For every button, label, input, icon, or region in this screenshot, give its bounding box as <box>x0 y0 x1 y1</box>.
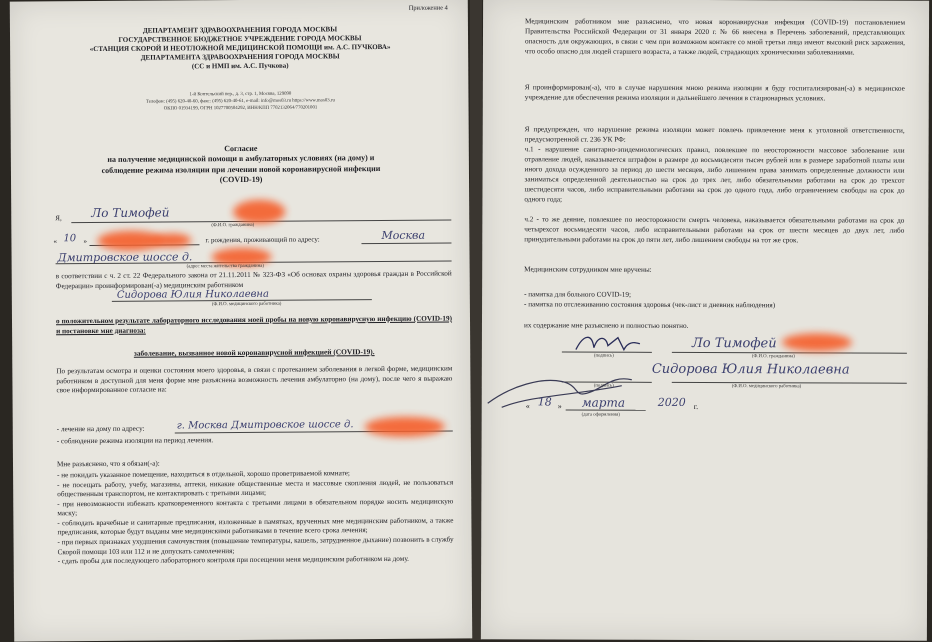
header-line: ДЕПАРТАМЕНТА ЗДРАВООХРАНЕНИЯ ГОРОДА МОСКВЫ <box>140 52 340 62</box>
title-line: Согласие <box>224 143 258 154</box>
article-part-1: ч.1 - нарушение санитарно-эпидемиологических правил, повлекшее по неосторожности массовое заболевание или отравление людей, наказывается штрафом в размере до восьмидесяти тысяч рублей или в размере заработной платы или иного дохода осужденного за период до шести месяцев, либо лишением права занимать определенные должности или заниматься определенной деятельностью на срок до трех лет, либо обязательными работами на срок до трехсот шестидесяти часов, либо исправительными работами на срок до одного года, либо ограничением свободы на срок до одного года; <box>524 145 905 204</box>
handed-text: Медицинским сотрудником мне вручены: <box>524 265 652 274</box>
consent-page-1 <box>10 0 472 642</box>
citizen-fio-caption: (Ф.И.О. гражданина) <box>751 354 795 360</box>
institution-codes: ОКПО 01934199, ОГРН 1027700504292, ИНН/КПП 7702132064/770201001 <box>163 105 318 112</box>
date-quote-open: « <box>53 237 57 246</box>
date-quote-close: » <box>557 401 562 411</box>
title-line: на получение медицинской помощи в амбулаторных условиях (на дому) и <box>107 153 375 165</box>
intro-text: Медицинским работником мне разъяснено, что новая коронавирусная инфекция (COVID-19) постановлением Правительства Российской Федерации от 31 января 2020 г. № 66 внесена в Перечень заболеваний, представляющих опасность для окружающих, в связи с чем при возможном контакте со мной третьи лица имеют высокий риск заражения, что особо опасно для людей старшего возраста, а также людей, страдающих хроническими заболеваниями. <box>524 17 906 57</box>
law-text: в соответствии с ч. 2 ст. 22 Федерального закона от 21.11.2011 № 323-ФЗ «Об основах охраны здоровья граждан в Российской Федерации» проинформирован(-а) медицинским работником <box>55 269 452 291</box>
header-line: (СС и НМП им. А.С. Пучкова) <box>191 62 289 71</box>
handed-item: - памятка для больного COVID-19; <box>524 290 632 299</box>
doctor-caption: (Ф.И.О. медицинского работника) <box>211 301 282 308</box>
date-quote-close: » <box>83 237 87 246</box>
duty-item: - при невозможности избежать кратковременного контакта с третьими лицами в обязательном порядке носить медицинскую маску; <box>57 497 454 518</box>
article-part-2: ч.2 - то же деяние, повлекшее по неосторожности смерть человека, наказывается обязательными работами на срок до четырехсот восьмидесяти часов, либо исправительными работами на срок от шести месяцев до двух лет, либо принудительными работами на срок до пяти лет, либо лишением свободы на тот же срок. <box>524 215 905 245</box>
treat-label: - лечение на дому по адресу: <box>56 424 145 434</box>
date-caption: (дата оформления) <box>581 412 620 418</box>
date-year-handwriting: 2020 <box>657 395 686 409</box>
birth-day-handwriting: 10 <box>63 233 77 245</box>
doctor-fio-caption: (Ф.И.О. медицинского работника) <box>731 384 802 390</box>
date-suffix: г. <box>693 401 699 411</box>
citizen-name-handwriting: Ло Тимофей <box>91 205 170 221</box>
doctor-handwriting: Сидорова Юлия Николаевна <box>116 288 270 301</box>
consent-text: По результатам осмотра и оценки состояния моего здоровья, в связи с протеканием заболевания в легкой форме, медицинским работником в доступной для меня форме мне разъяснена возможность лечения амбулаторно (на дому), после чего я выражаю свое информированное согласие на: <box>56 364 453 395</box>
address-caption: (адрес места жительства гражданина) <box>186 263 264 270</box>
duty-item: - соблюдать врачебные и санитарные предписания, изложенные в памятках, врученных мне медицинским работником, а также предписания, которые будут выданы мне медицинскими работниками в течение всего срока лечения; <box>57 516 454 537</box>
header-line: ДЕПАРТАМЕНТ ЗДРАВООХРАНЕНИЯ ГОРОДА МОСКВЫ <box>142 25 338 35</box>
ya-label: Я, <box>55 214 62 223</box>
redaction-mark <box>151 233 191 247</box>
handed-items <box>524 289 775 310</box>
street-handwriting: Дмитровское шоссе д. <box>57 250 193 265</box>
duty-item: - сдать пробы для последующего лабораторного контроля при посещении меня медицинским работником на дому. <box>57 555 410 566</box>
duty-item: - при первых признаках ухудшения самочувствия (повышение температуры, кашель, затрудненное дыхание) позвонить в службу Скорой помощи 103 или 112 и не допускать самолечения; <box>57 535 454 556</box>
duties-list <box>57 469 454 568</box>
explained-text: их содержание мне разъяснено и полностью понятно. <box>523 321 689 330</box>
informed-text: Я проинформирован(-а), что в случае нарушения мною режима изоляции я буду госпитализирован(-а) в медицинское учреждение для обеспечения режима изоляции и дальнейшего лечения в стационарных условиях. <box>524 83 905 103</box>
date-month-handwriting: марта <box>581 395 626 410</box>
consent-page-2 <box>481 0 929 641</box>
city-handwriting: Москва <box>381 228 426 243</box>
citizen-signature <box>572 330 642 356</box>
institution-header <box>40 25 440 73</box>
signature-caption: (подпись) <box>593 353 614 359</box>
duty-item: - не посещать работу, учебу, магазины, аптеки, никакие общественные места и массовые скопления людей, не пользоваться общественным транспортом, не контактировать с третьими лицами; <box>57 478 454 499</box>
header-line: ГОСУДАРСТВЕННОЕ БЮДЖЕТНОЕ УЧРЕЖДЕНИЕ ГОРОДА МОСКВЫ <box>118 34 362 44</box>
title-line: соблюдение режима изоляции при лечении новой коронавирусной инфекции <box>101 163 381 175</box>
citizen-fio-handwriting: Ло Тимофей <box>691 335 777 352</box>
doctor-fio-handwriting: Сидорова Юлия Николаевна <box>651 361 850 378</box>
doctor-signature <box>482 355 652 416</box>
address-line-1 <box>361 243 451 245</box>
treat-address-handwriting: г. Москва Дмитровское шоссе д. <box>176 419 354 432</box>
institution-contacts: Телефон: (495) 620-40-60, факс: (495) 620-40-61, e-mail: info@mos03.ru https://www.mos03.ru <box>146 98 335 105</box>
warned-text: Я предупрежден, что нарушение режима изоляции может повлечь привлечение меня к уголовной ответственности, предусмотренной ст. 236 УК РФ: <box>524 125 905 144</box>
redaction-mark <box>365 417 445 438</box>
duty-item: - не покидать указанное помещение, находиться в отдельной, хорошо проветриваемой комнате; <box>57 469 350 480</box>
diagnosis-text: заболевание, вызванное новой коронавирусной инфекцией (COVID-19). <box>133 347 375 358</box>
isolation-text: - соблюдение режима изоляции на период лечения. <box>56 436 214 446</box>
page-gap <box>470 0 482 640</box>
handed-item: - памятка по отслеживанию состояния здоровья (чек-лист и дневник наблюдения) <box>524 300 776 310</box>
header-line: «СТАНЦИЯ СКОРОЙ И НЕОТЛОЖНОЙ МЕДИЦИНСКОЙ ПОМОЩИ им. А.С. ПУЧКОВА» <box>89 43 391 54</box>
institution-address: 1-й Коптельский пер., д. 3, стр. 1, Москва, 129090 <box>189 91 292 98</box>
document-title <box>41 143 441 187</box>
appendix-label: Приложение 4 <box>408 4 448 12</box>
date-quote-open: « <box>525 401 530 411</box>
birth-text: г. рождения, проживающий по адресу: <box>205 235 320 245</box>
fio-caption: (Ф.И.О. гражданина) <box>211 222 255 229</box>
signature-caption: (подпись) <box>593 383 614 389</box>
lab-result-text: о положительном результате лабораторного исследования моей пробы на новую коронавирусную инфекцию (COVID-19) и постановке мне диагноза: <box>55 314 453 336</box>
obliged-text: Мне разъяснено, что я обязан(-а): <box>56 459 160 469</box>
redaction-mark <box>782 333 852 351</box>
title-line: (COVID-19) <box>219 175 263 185</box>
date-day-handwriting: 18 <box>537 395 552 409</box>
